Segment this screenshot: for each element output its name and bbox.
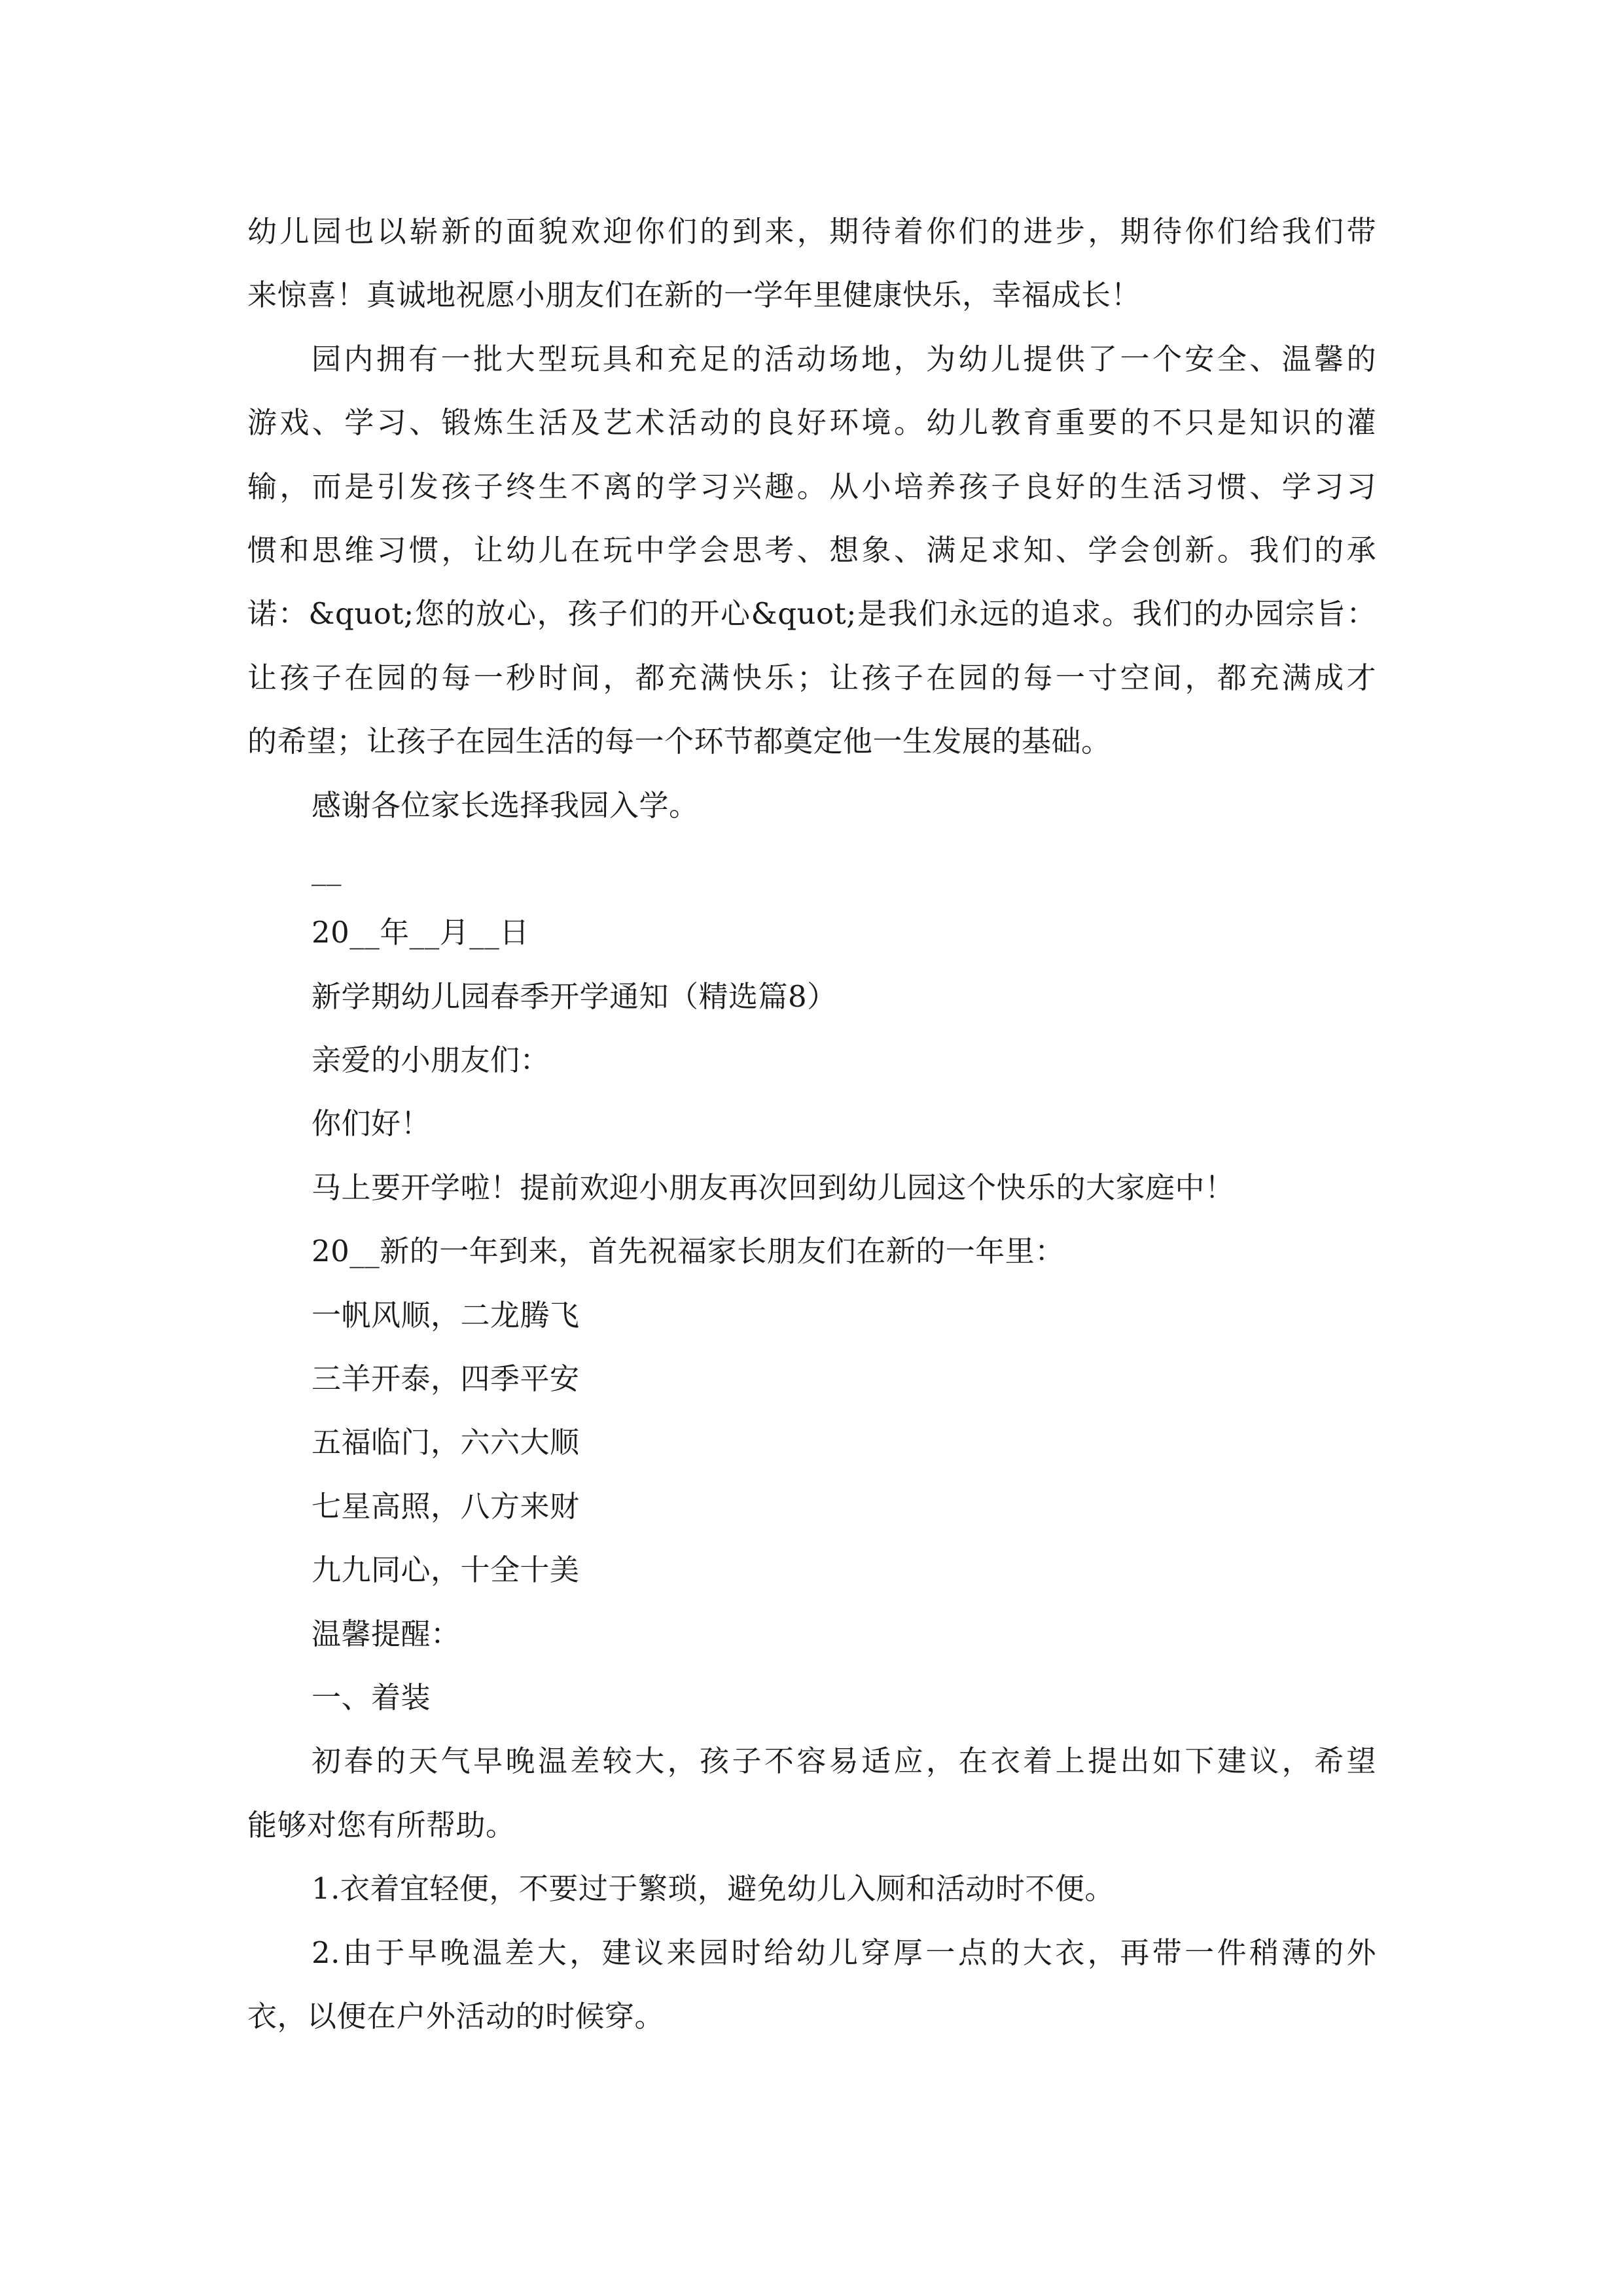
document-body (247, 200, 1376, 2048)
date-line: 20__年__月__日 (312, 915, 529, 950)
text-line: 幼儿园也以崭新的面貌欢迎你们的到来，期待着你们的进步，期待你们给我们带 (247, 214, 1376, 249)
text-line: 游戏、学习、锻炼生活及艺术活动的良好环境。幼儿教育重要的不只是知识的灌 (247, 405, 1376, 440)
text-line: 的希望；让孩子在园生活的每一个环节都奠定他一生发展的基础。 (247, 724, 1111, 759)
list-item: 1.衣着宜轻便，不要过于繁琐，避免幼儿入厕和活动时不便。 (312, 1871, 1115, 1907)
blessing-line: 九九同心，十全十美 (312, 1552, 580, 1588)
text-line: 输，而是引发孩子终生不离的学习兴趣。从小培养孩子良好的生活习惯、学习习 (247, 469, 1376, 504)
text-line: 诺：&quot;您的放心，孩子们的开心&quot;是我们永远的追求。我们的办园宗旨： (247, 596, 1376, 632)
text-line: 你们好！ (312, 1106, 431, 1141)
text-line: 感谢各位家长选择我园入学。 (312, 787, 699, 823)
text-line: 来惊喜！真诚地祝愿小朋友们在新的一学年里健康快乐，幸福成长！ (247, 278, 1141, 313)
blessing-line: 七星高照，八方来财 (312, 1488, 580, 1524)
subheading: 温馨提醒： (312, 1616, 461, 1651)
text-line: 让孩子在园的每一秒时间，都充满快乐；让孩子在园的每一寸空间，都充满成才 (247, 660, 1376, 695)
text-line: 20__新的一年到来，首先祝福家长朋友们在新的一年里： (312, 1234, 1065, 1269)
blessing-line: 一帆风顺，二龙腾飞 (312, 1297, 580, 1333)
section-title: 新学期幼儿园春季开学通知（精选篇8） (312, 978, 837, 1014)
blessing-line: 五福临门，六六大顺 (312, 1425, 580, 1460)
subheading: 一、着装 (312, 1679, 431, 1715)
text-line: 惯和思维习惯，让幼儿在玩中学会思考、想象、满足求知、学会创新。我们的承 (247, 532, 1376, 567)
text-line: 初春的天气早晚温差较大，孩子不容易适应，在衣着上提出如下建议，希望 (312, 1744, 1376, 1779)
greeting-line: 亲爱的小朋友们： (312, 1043, 550, 1078)
blessing-line: 三羊开泰，四季平安 (312, 1361, 580, 1397)
text-line: 衣，以便在户外活动的时候穿。 (247, 1998, 665, 2034)
text-line: 能够对您有所帮助。 (247, 1807, 516, 1842)
text-line: 园内拥有一批大型玩具和充足的活动场地，为幼儿提供了一个安全、温馨的 (312, 341, 1376, 376)
text-line: 马上要开学啦！提前欢迎小朋友再次回到幼儿园这个快乐的大家庭中！ (312, 1170, 1235, 1205)
signature-blank: __ (312, 851, 342, 886)
list-item: 2.由于早晚温差大，建议来园时给幼儿穿厚一点的大衣，再带一件稍薄的外 (312, 1935, 1376, 1970)
